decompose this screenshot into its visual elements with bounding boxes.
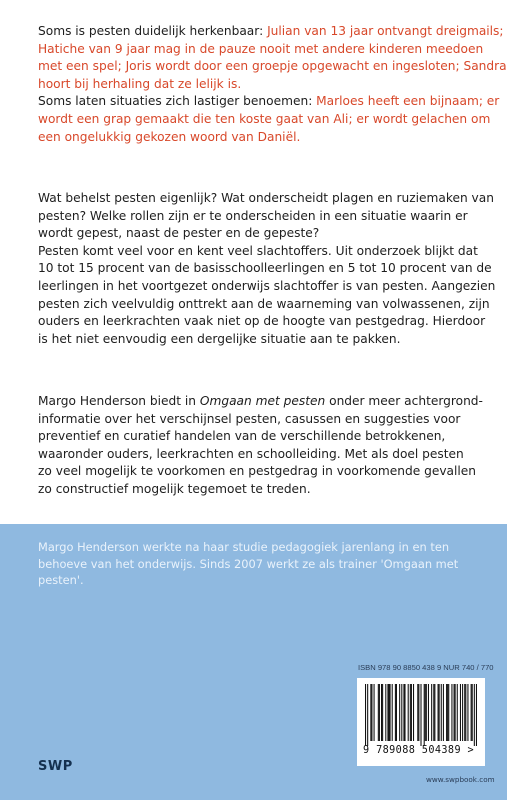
intro-paragraph [38, 23, 507, 146]
intro-line [38, 41, 498, 59]
author-bio [38, 539, 498, 589]
questions-line: Wat behelst pesten eigenlijk? Wat onderscheidt plagen en ruziemaken van [38, 191, 494, 205]
intro-segment: Soms laten situaties zich lastiger benoemen: [38, 94, 317, 109]
book-line [38, 411, 498, 429]
questions-line: ouders en leerkrachten vaak niet op de hoogte van pestgedrag. Hierdoor [38, 314, 486, 329]
questions-line: pesten zich veelvuldig onttrekt aan de waarneming van volwassenen, zijn [38, 296, 490, 311]
intro-segment: Marloes heeft een bijnaam; er [316, 94, 500, 109]
questions-line: wordt gepest, naast de pester en de gepeste? [38, 226, 320, 241]
intro-line [38, 76, 498, 94]
barcode-bars [365, 684, 477, 746]
bio-line: Margo Henderson werkte na haar studie pedagogiek jarenlang in en ten [38, 540, 450, 554]
book-description-paragraph [38, 393, 498, 499]
intro-line [38, 111, 498, 129]
intro-segment: met een spel; Joris wordt door een groepje opgewacht en ingesloten; Sandra [38, 59, 507, 74]
barcode-digits: 9 789088 504389 > [363, 745, 475, 756]
intro-segment: een ongelukkig gekozen woord van Daniël. [38, 129, 301, 144]
intro-segment: Soms is pesten duidelijk herkenbaar: [38, 24, 268, 38]
intro-segment: Hatiche van 9 jaar mag in de pauze nooit met andere kinderen meedoen [38, 41, 484, 56]
questions-line: is het niet eenvoudig een dergelijke situatie aan te pakken. [38, 331, 401, 346]
questions-line: pesten? Welke rollen zijn er te onderscheiden in een situatie waarin er [38, 208, 468, 223]
bio-line: behoeve van het onderwijs. Sinds 2007 werkt ze als trainer 'Omgaan met [38, 556, 459, 571]
book-line [38, 481, 498, 499]
questions-line: 10 tot 15 procent van de basisschoolleerlingen en 5 tot 10 procent van de [38, 261, 492, 276]
book-segment: Margo Henderson biedt in [38, 394, 200, 408]
publisher-logo: SWP [38, 759, 73, 774]
book-segment: onder meer achtergrond- [325, 394, 483, 408]
intro-segment: wordt een grap gemaakt die ten koste gaat van Ali; er wordt gelachen om [38, 111, 491, 126]
book-line [38, 428, 498, 446]
book-segment: zo constructief mogelijk tegemoet te treden. [38, 481, 311, 496]
book-line [38, 463, 498, 481]
book-line [38, 446, 498, 464]
intro-segment: Julian van 13 jaar ontvangt dreigmails; [267, 24, 504, 38]
book-segment: Omgaan met pesten [199, 394, 326, 408]
questions-paragraph [38, 190, 498, 348]
questions-line: Pesten komt veel voor en kent veel slachtoffers. Uit onderzoek blijkt dat [38, 243, 478, 258]
intro-line [38, 129, 498, 147]
intro-segment: hoort bij herhaling dat ze lelijk is. [38, 76, 242, 91]
intro-line [38, 23, 504, 41]
bio-line: pesten'. [38, 573, 84, 587]
book-segment: waaronder ouders, leerkrachten en schoolleiding. Met als doel pesten [38, 446, 464, 461]
intro-line [38, 93, 498, 111]
website-url: www.swpbook.com [426, 775, 495, 784]
book-line [38, 393, 498, 411]
book-segment: zo veel mogelijk te voorkomen en pestgedrag in voorkomende gevallen [38, 464, 477, 479]
intro-line [38, 58, 507, 76]
isbn-line: ISBN 978 90 8850 438 9 NUR 740 / 770 [358, 663, 494, 672]
barcode [357, 678, 485, 766]
questions-line: leerlingen in het voortgezet onderwijs slachtoffer is van pesten. Aangezien [38, 278, 496, 293]
book-segment: informatie over het verschijnsel pesten, casussen en suggesties voor [38, 411, 461, 426]
book-segment: preventief en curatief handelen van de verschillende betrokkenen, [38, 429, 446, 444]
